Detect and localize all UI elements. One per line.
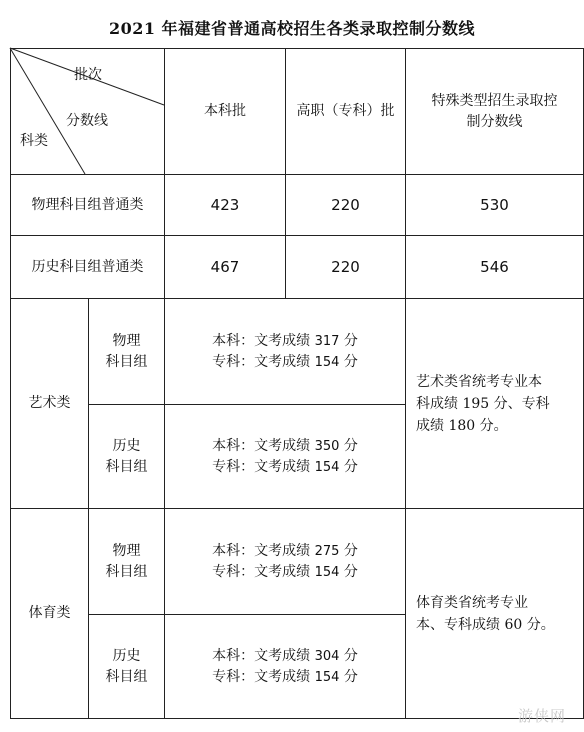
arts-physics-scores: [165, 299, 405, 404]
score-line-text: 本科：文考成绩: [212, 437, 311, 454]
score-line-number: 275: [314, 543, 340, 559]
arts-note: [406, 299, 583, 508]
score-line-unit: 分: [343, 668, 358, 685]
score-line-text: 本科：文考成绩: [212, 332, 311, 349]
header-special-line1: 特殊类型招生录取控: [431, 92, 558, 109]
subgroup-line2: 科目组: [105, 353, 148, 370]
score-line-number: 154: [314, 669, 340, 685]
subgroup-line2: 科目组: [105, 563, 148, 580]
note-line: 本、专科成绩 60 分。: [416, 616, 555, 633]
note-line: 成绩 180 分。: [416, 417, 508, 434]
sports-history-subgroup: [89, 615, 164, 718]
score-physics-undergraduate: 423: [210, 195, 240, 214]
score-line-text: 专科：文考成绩: [212, 563, 311, 580]
score-line-number: 350: [314, 438, 340, 454]
category-arts-label: 艺术类: [28, 395, 71, 411]
score-line-undergraduate: [212, 436, 358, 457]
score-line-vocational: [212, 667, 358, 688]
subgroup-line1: 历史: [112, 647, 141, 664]
score-line-number: 154: [314, 459, 340, 475]
page-title: 2021 年福建省普通高校招生各类录取控制分数线: [108, 19, 476, 38]
score-line-vocational: [212, 457, 358, 478]
score-line-undergraduate: [212, 541, 358, 562]
sports-note: [406, 509, 583, 718]
score-history-special: 546: [480, 257, 509, 276]
note-line: 科成绩 195 分、专科: [416, 395, 550, 412]
row-label-physics-general: 物理科目组普通类: [31, 196, 144, 213]
score-line-number: 154: [314, 564, 340, 580]
score-physics-vocational: 220: [331, 195, 360, 214]
note-line: 艺术类省统考专业本: [416, 373, 542, 390]
header-special-line2: 制分数线: [466, 113, 523, 130]
score-line-undergraduate: [212, 331, 358, 352]
score-line-unit: 分: [343, 563, 358, 580]
score-line-unit: 分: [343, 332, 358, 349]
corner-subject-label: 科类: [20, 132, 48, 149]
subgroup-line1: 历史: [112, 437, 141, 454]
score-history-vocational: 220: [331, 257, 360, 276]
score-line-unit: 分: [343, 458, 358, 475]
watermark-logo: 游侠网: [517, 707, 566, 725]
score-line-vocational: [212, 562, 358, 583]
subgroup-line1: 物理: [112, 542, 141, 559]
arts-physics-subgroup: [89, 299, 164, 404]
score-line-vocational: [212, 352, 358, 373]
corner-score-label: 分数线: [66, 112, 108, 129]
sports-history-scores: [165, 615, 405, 718]
score-line-text: 本科：文考成绩: [212, 542, 311, 559]
score-line-text: 本科：文考成绩: [212, 647, 311, 664]
score-line-unit: 分: [343, 353, 358, 370]
score-line-number: 317: [314, 333, 340, 349]
score-line-text: 专科：文考成绩: [212, 458, 311, 475]
row-label-history-general: 历史科目组普通类: [31, 258, 144, 275]
score-line-text: 专科：文考成绩: [212, 668, 311, 685]
score-line-unit: 分: [343, 542, 358, 559]
corner-batch-label: 批次: [74, 66, 102, 83]
subgroup-line2: 科目组: [105, 458, 148, 475]
score-line-unit: 分: [343, 437, 358, 454]
score-line-undergraduate: [212, 646, 358, 667]
subgroup-line2: 科目组: [105, 668, 148, 685]
header-undergraduate: 本科批: [204, 103, 246, 119]
sports-physics-subgroup: [89, 509, 164, 614]
header-special: [406, 49, 583, 174]
note-line: 体育类省统考专业: [416, 594, 528, 611]
score-history-undergraduate: 467: [210, 257, 240, 276]
score-line-number: 304: [314, 648, 340, 664]
subgroup-line1: 物理: [112, 332, 141, 349]
score-line-number: 154: [314, 354, 340, 370]
arts-history-subgroup: [89, 405, 164, 508]
category-sports-label: 体育类: [28, 605, 71, 621]
header-vocational: 高职（专科）批: [296, 103, 395, 119]
score-line-text: 专科：文考成绩: [212, 353, 311, 370]
sports-physics-scores: [165, 509, 405, 614]
score-line-unit: 分: [343, 647, 358, 664]
score-physics-special: 530: [480, 195, 509, 214]
arts-history-scores: [165, 405, 405, 508]
